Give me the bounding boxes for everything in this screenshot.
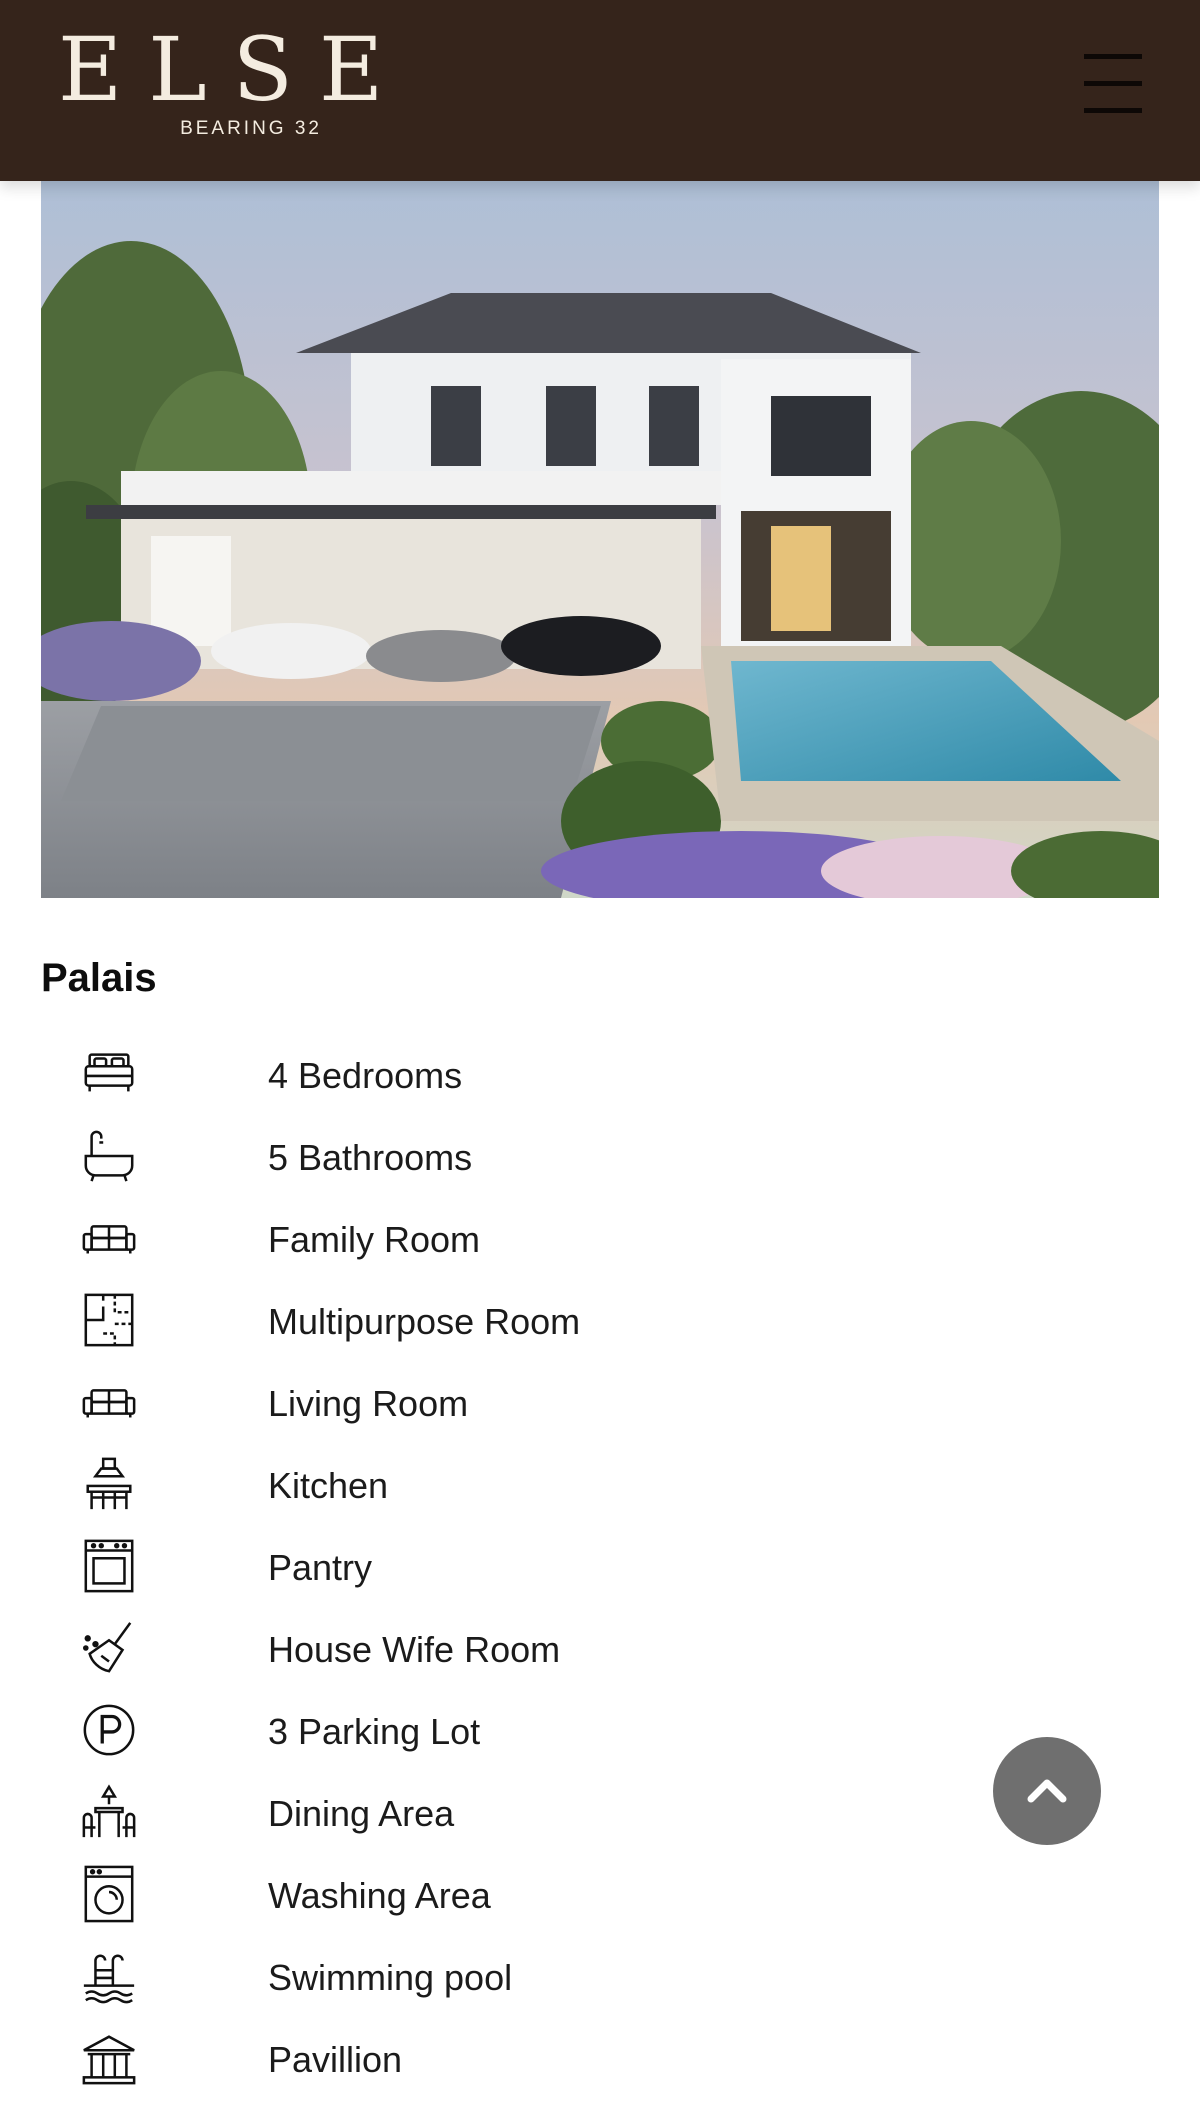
broom-icon bbox=[78, 1617, 140, 1679]
site-header bbox=[0, 0, 1200, 181]
list-item bbox=[0, 2019, 800, 2101]
oven-icon bbox=[78, 1535, 140, 1597]
hero-image bbox=[41, 181, 1159, 898]
parking-icon bbox=[78, 1699, 140, 1761]
list-item bbox=[0, 1691, 800, 1773]
list-item bbox=[0, 1281, 800, 1363]
pavilion-icon bbox=[78, 2027, 140, 2089]
bed-icon bbox=[78, 1043, 140, 1105]
list-item bbox=[0, 1035, 800, 1117]
list-item bbox=[0, 1609, 800, 1691]
page-title: Palais bbox=[41, 956, 157, 1000]
list-item bbox=[0, 1117, 800, 1199]
kitchen-hood-icon bbox=[78, 1453, 140, 1515]
washing-machine-icon bbox=[78, 1863, 140, 1925]
feature-label: 5 Bathrooms bbox=[268, 1137, 473, 1178]
feature-label: 4 Bedrooms bbox=[268, 1055, 463, 1096]
feature-label: Kitchen bbox=[268, 1465, 389, 1506]
feature-label: Living Room bbox=[268, 1383, 469, 1424]
feature-label: House Wife Room bbox=[268, 1629, 561, 1670]
feature-label: Dining Area bbox=[268, 1793, 455, 1834]
list-item bbox=[0, 1527, 800, 1609]
feature-label: Swimming pool bbox=[268, 1957, 513, 1998]
brand-subtitle: BEARING 32 bbox=[180, 118, 322, 139]
list-item bbox=[0, 1937, 800, 2019]
feature-label: 3 Parking Lot bbox=[268, 1711, 481, 1752]
scroll-to-top-button[interactable] bbox=[993, 1737, 1101, 1845]
bathtub-icon bbox=[78, 1125, 140, 1187]
feature-label: Pavillion bbox=[268, 2039, 403, 2080]
feature-label: Family Room bbox=[268, 1219, 481, 1260]
sofa-icon bbox=[78, 1371, 140, 1433]
pool-ladder-icon bbox=[78, 1945, 140, 2007]
chevron-up-icon bbox=[1023, 1767, 1071, 1815]
list-item bbox=[0, 1363, 800, 1445]
list-item bbox=[0, 1445, 800, 1527]
list-item bbox=[0, 1855, 800, 1937]
brand-wordmark: ELSE bbox=[58, 18, 410, 121]
list-item bbox=[0, 1773, 800, 1855]
sofa-icon bbox=[78, 1207, 140, 1269]
floorplan-icon bbox=[78, 1289, 140, 1351]
dining-icon bbox=[78, 1781, 140, 1843]
feature-label: Washing Area bbox=[268, 1875, 491, 1916]
feature-label: Multipurpose Room bbox=[268, 1301, 581, 1342]
brand-logo[interactable] bbox=[58, 18, 410, 146]
list-item bbox=[0, 1199, 800, 1281]
feature-label: Pantry bbox=[268, 1547, 373, 1588]
hamburger-menu-icon[interactable] bbox=[1078, 52, 1148, 118]
